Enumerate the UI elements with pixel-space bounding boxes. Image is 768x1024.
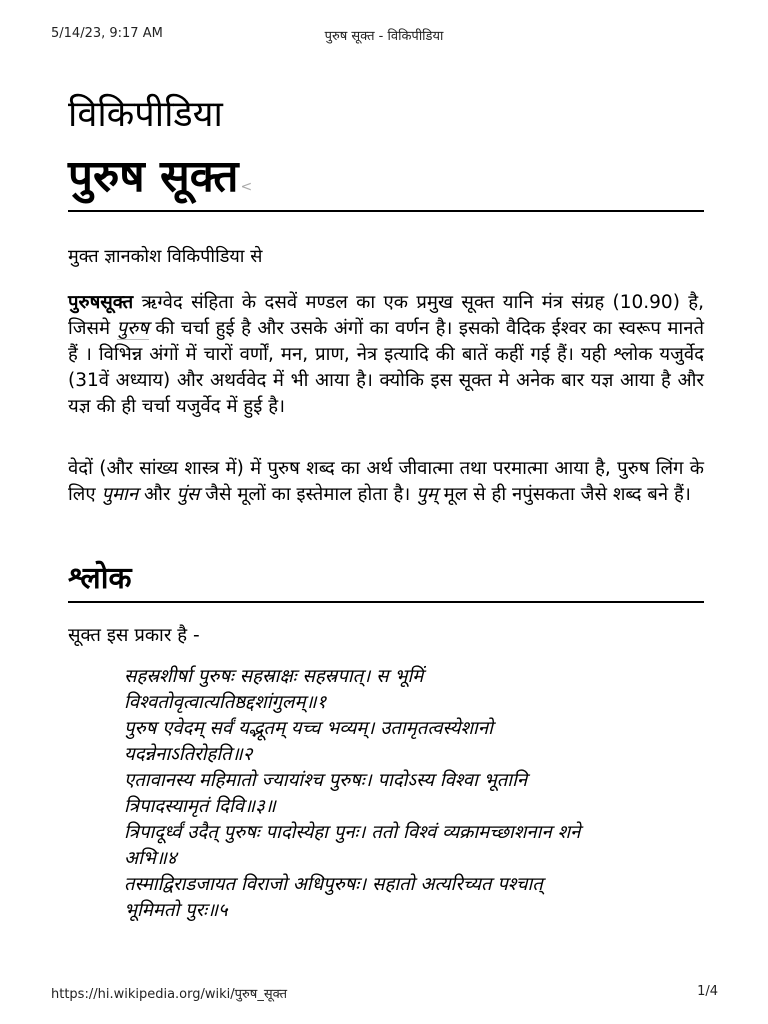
verse-line: अभि॥४ bbox=[124, 848, 177, 869]
intro-paragraph: पुरुषसूक्त ऋग्वेद संहिता के दसवें मण्डल का एक प्रमुख सूक्त यानि मंत्र संग्रह (10.90) है, जिसमे पुरुष की चर्चा हुई है और उसके अंगों का वर्णन है। इसको वैदिक ईश्वर का स्वरूप मानते हैं । विभिन्न अंगों में चारों वर्णों, मन, प्राण, नेत्र इत्यादि की बातें कहीं गई हैं। यही श्लोक यजुर्वेद (31वें अध्याय) और अथर्ववेद में भी आया है। क्योकि इस सूक्त मे अनेक बार यज्ञ आया है और यज्ञ की ही चर्चा यजुर्वेद में हुई है। bbox=[68, 292, 705, 417]
verse-block bbox=[124, 664, 708, 924]
verse-line: यदन्नेनाऽतिरोहति॥२ bbox=[124, 744, 253, 765]
print-footer bbox=[0, 984, 768, 1004]
verse-line: तस्माद्विराडजायत विराजो अधिपुरुषः। सहातो अत्यरिच्यत पश्चात् bbox=[124, 874, 543, 895]
link-purusha[interactable]: पुरुष bbox=[116, 318, 149, 339]
verse-line: पुरुष एवेदम् सर्वं यद्भूतम् यच्च भव्यम्। उतामृतत्वस्येशानो bbox=[124, 718, 493, 739]
term-pumaan: पुमान bbox=[101, 484, 139, 505]
verse-line: सहस्रशीर्षा पुरुषः सहस्राक्षः सहस्रपात्। स भूमिं bbox=[124, 666, 424, 687]
site-name[interactable]: विकिपीडिया bbox=[68, 94, 223, 135]
verse-line: भूमिमतो पुरः॥५ bbox=[124, 900, 228, 921]
print-page-title: पुरुष सूक्त - विकिपीडिया bbox=[324, 29, 444, 44]
article-title: पुरुष सूक्त bbox=[68, 151, 239, 202]
title-block bbox=[68, 144, 704, 212]
term-pum: पुम् bbox=[416, 484, 438, 505]
bold-term: पुरुषसूक्त bbox=[68, 292, 134, 313]
page-number: 1/4 bbox=[697, 984, 718, 999]
print-timestamp: 5/14/23, 9:17 AM bbox=[51, 26, 163, 41]
verse-line: विश्वतोवृत्वात्यतिष्ठद्दशांगुलम्॥१ bbox=[124, 692, 327, 713]
verse-line: त्रिपादूर्ध्वं उदैत् पुरुषः पादोस्येहा पुनः। ततो विश्वं व्यक्रामच्छाशनान शने bbox=[124, 822, 581, 843]
section-intro: सूक्त इस प्रकार है - bbox=[68, 625, 200, 646]
print-header bbox=[0, 26, 768, 46]
second-paragraph: वेदों (और सांख्य शास्त्र में) में पुरुष शब्द का अर्थ जीवात्मा तथा परमात्मा आया है, पुरुष लिंग के लिए पुमान और पुंस जैसे मूलों का इस्तेमाल होता है। पुम् मूल से ही नपुंसकता जैसे शब्द बने हैं। bbox=[68, 458, 704, 505]
section-heading: श्लोक bbox=[68, 561, 132, 596]
verse-line: एतावानस्य महिमातो ज्यायांश्च पुरुषः। पादोऽस्य विश्वा भूतानि bbox=[124, 770, 528, 791]
term-puns: पुंस bbox=[176, 484, 200, 505]
site-tagline: मुक्त ज्ञानकोश विकिपीडिया से bbox=[68, 246, 263, 267]
page-url[interactable]: https://hi.wikipedia.org/wiki/पुरुष_सूक्त bbox=[51, 987, 287, 1002]
share-icon[interactable]: < bbox=[240, 178, 253, 195]
section-block bbox=[68, 556, 704, 603]
verse-line: त्रिपादस्यामृतं दिवि॥३॥ bbox=[124, 796, 276, 817]
